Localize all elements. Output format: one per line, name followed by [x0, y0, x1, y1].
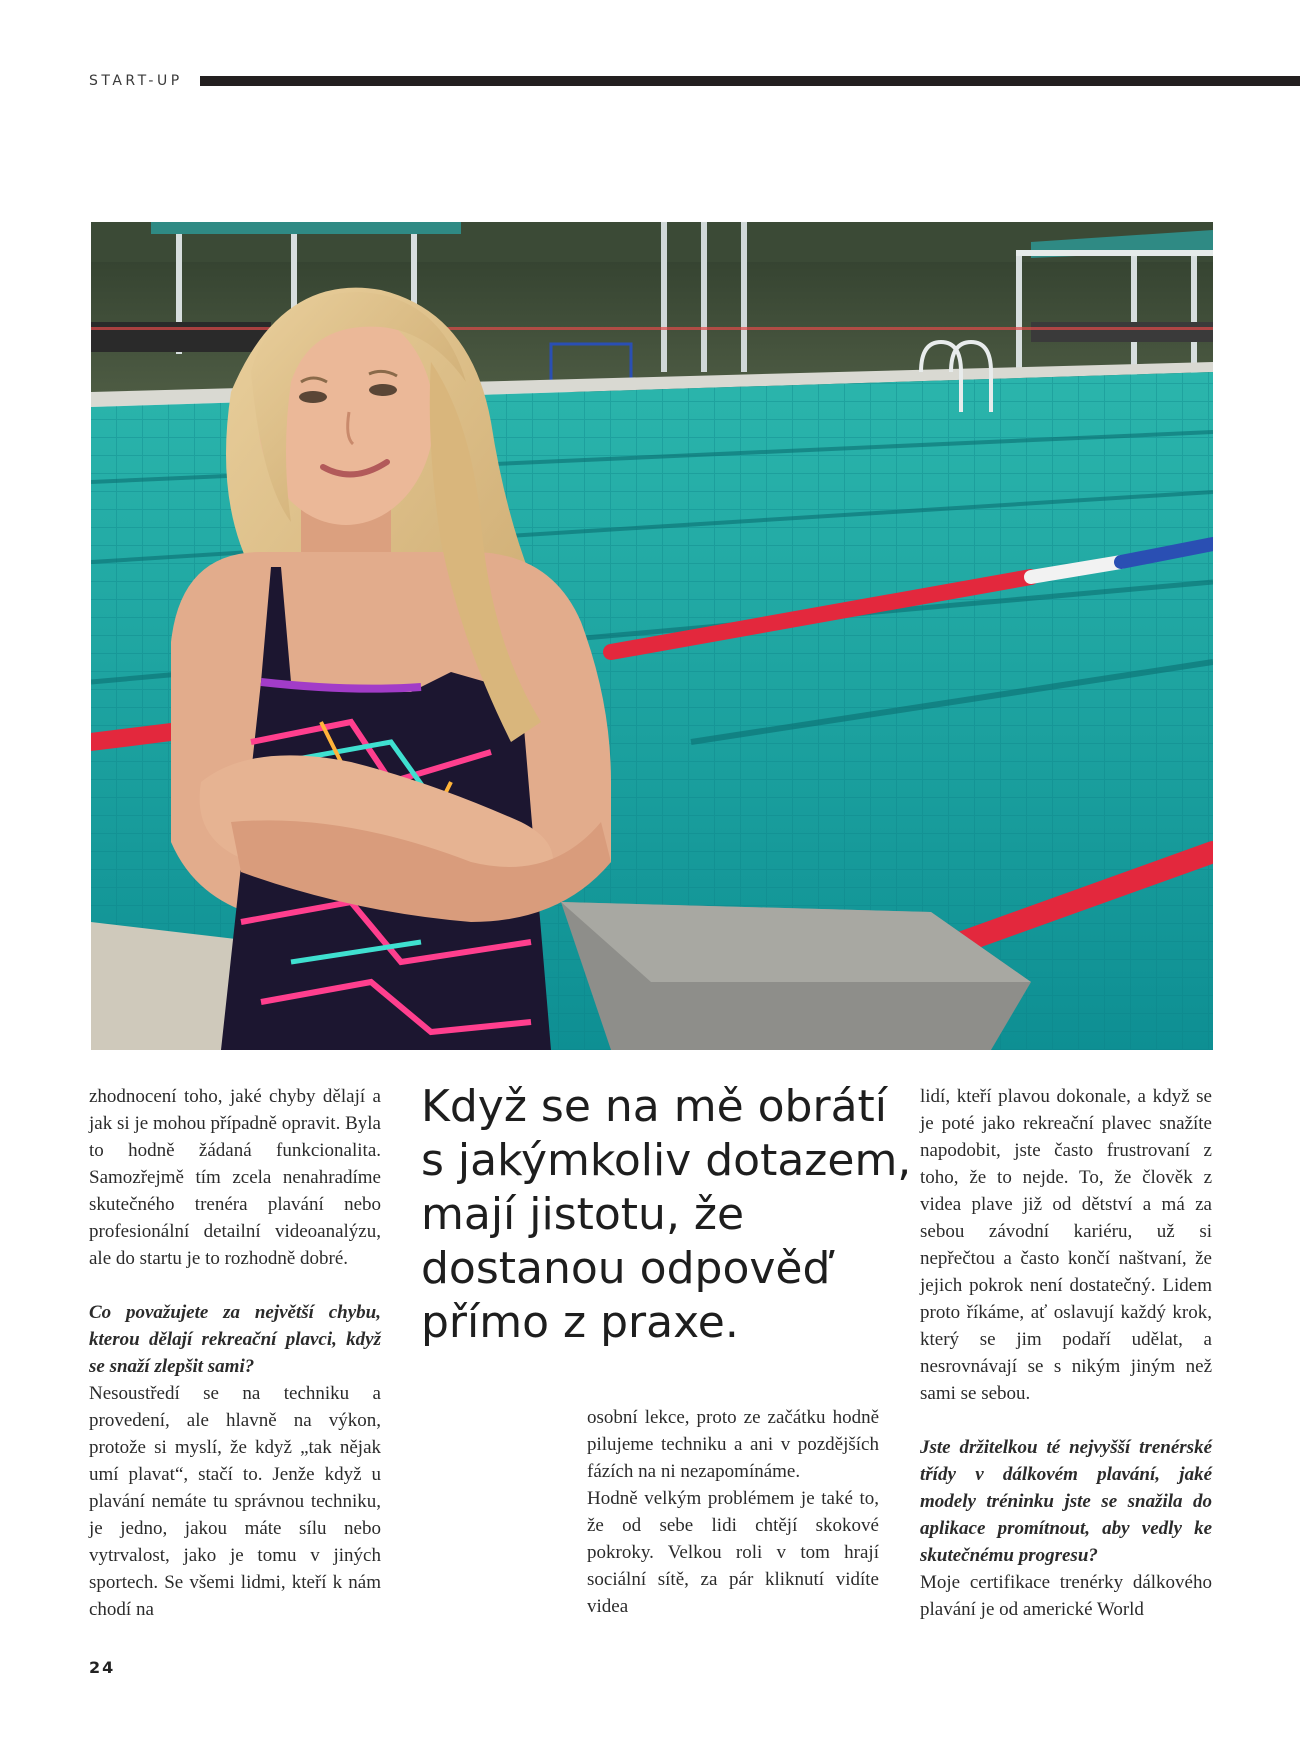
column-left: [89, 1083, 381, 1623]
page-number: 24: [89, 1658, 116, 1677]
swimmer-photo: [91, 222, 1213, 1050]
pull-quote-line: mají jistotu, že: [421, 1189, 745, 1240]
paragraph: zhodnocení toho, jaké chyby dělají a jak si je mohou případně opravit. Byla to hodně žádaná funkcionalita. Samozřejmě tím zcela nenahradíme skutečného trenéra plavání nebo profesionální detailní videoanalýzu, ale do startu je to rozhodně dobré.: [89, 1086, 381, 1269]
section-rule: [200, 76, 1300, 86]
column-middle: [587, 1404, 879, 1620]
pull-quote: [421, 1080, 912, 1350]
paragraph: osobní lekce, proto ze začátku hodně pilujeme techniku a ani v pozdějších fázích na ni nezapomínáme.: [587, 1407, 879, 1482]
paragraph: Moje certifikace trenérky dálkového plavání je od americké World: [920, 1572, 1212, 1620]
column-right: [920, 1083, 1212, 1623]
interview-question: Co považujete za největší chybu, kterou dělají rekreační plavci, když se snaží zlepšit sami?: [89, 1302, 381, 1377]
paragraph: lidí, kteří plavou dokonale, a když se je poté jako rekreační plavec snažíte napodobit, jste často frustrovaní z toho, že to nejde. To, že člověk z videa plave již od dětství a má za sebou závodní kariéru, už si nepřečtou a často končí naštvaní, že jejich pokrok není dostatečný. Lidem proto říkáme, ať oslavují každý krok, který se jim podaří udělat, a nesrovnávají se s nikým jiným než sami se sebou.: [920, 1086, 1212, 1404]
pull-quote-line: dostanou odpověď: [421, 1243, 831, 1294]
pull-quote-line: přímo z praxe.: [421, 1297, 739, 1348]
interview-question: Jste držitelkou té nejvyšší trenérské třídy v dálkovém plavání, jaké modely tréninku jste se snažila do aplikace promítnout, aby vedly ke skutečnému progresu?: [920, 1437, 1212, 1566]
section-label: START-UP: [89, 73, 183, 89]
pull-quote-line: Když se na mě obrátí: [421, 1081, 888, 1132]
paragraph: Nesoustředí se na techniku a provedení, ale hlavně na výkon, protože si myslí, že když „tak nějak umí plavat“, stačí to. Jenže když u plavání nemáte tu správnou techniku, je jedno, jakou máte sílu nebo vytrvalost, jako je tomu v jiných sportech. Se všemi lidmi, kteří k nám chodí na: [89, 1383, 381, 1620]
pull-quote-line: s jakýmkoliv dotazem,: [421, 1135, 912, 1186]
paragraph: Hodně velkým problémem je také to, že od sebe lidi chtějí skokové pokroky. Velkou roli v tom hrají sociální sítě, za pár kliknutí vidíte videa: [587, 1488, 879, 1617]
